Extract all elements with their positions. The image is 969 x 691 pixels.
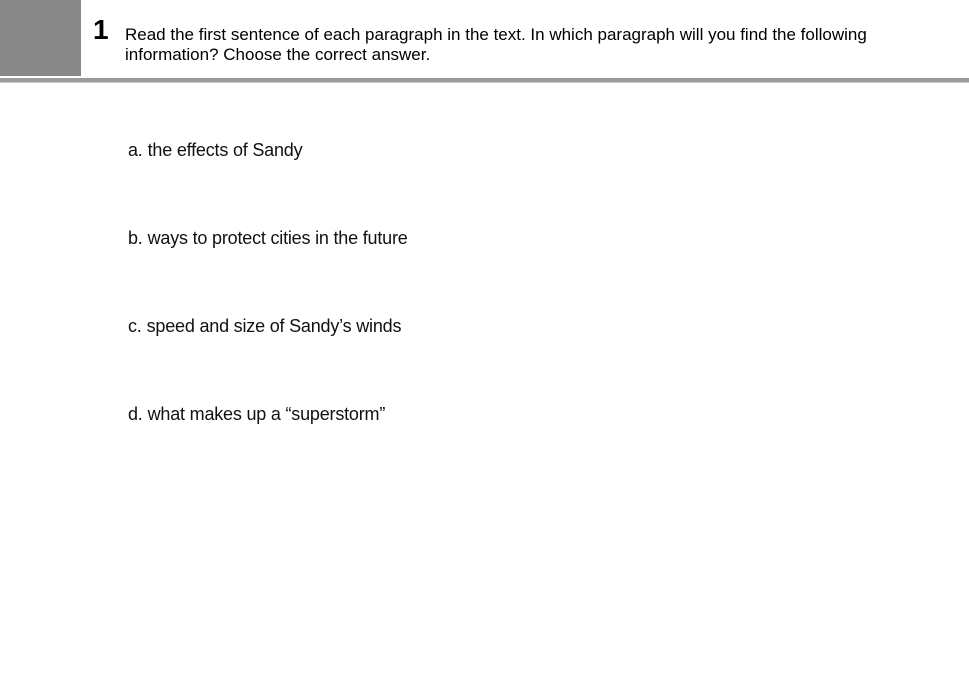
option-letter: d. xyxy=(128,404,143,424)
answer-option-b[interactable] xyxy=(128,226,408,314)
header-divider xyxy=(0,78,969,83)
option-text: speed and size of Sandy’s winds xyxy=(146,316,402,336)
answer-options-list xyxy=(128,138,408,490)
option-text: ways to protect cities in the future xyxy=(147,228,408,248)
question-number: 1 xyxy=(93,14,109,45)
option-text: what makes up a “superstorm” xyxy=(147,404,386,424)
header-color-block xyxy=(0,0,81,76)
option-text: the effects of Sandy xyxy=(147,140,303,160)
option-letter: a. xyxy=(128,140,143,160)
option-letter: b. xyxy=(128,228,143,248)
answer-option-d[interactable] xyxy=(128,402,408,490)
option-letter: c. xyxy=(128,316,142,336)
answer-option-a[interactable] xyxy=(128,138,408,226)
exercise-header xyxy=(0,0,969,84)
question-instructions: Read the first sentence of each paragraph in the text. In which paragraph will you find the following information? Choose the correct answer. xyxy=(125,25,867,64)
answer-option-c[interactable] xyxy=(128,314,408,402)
